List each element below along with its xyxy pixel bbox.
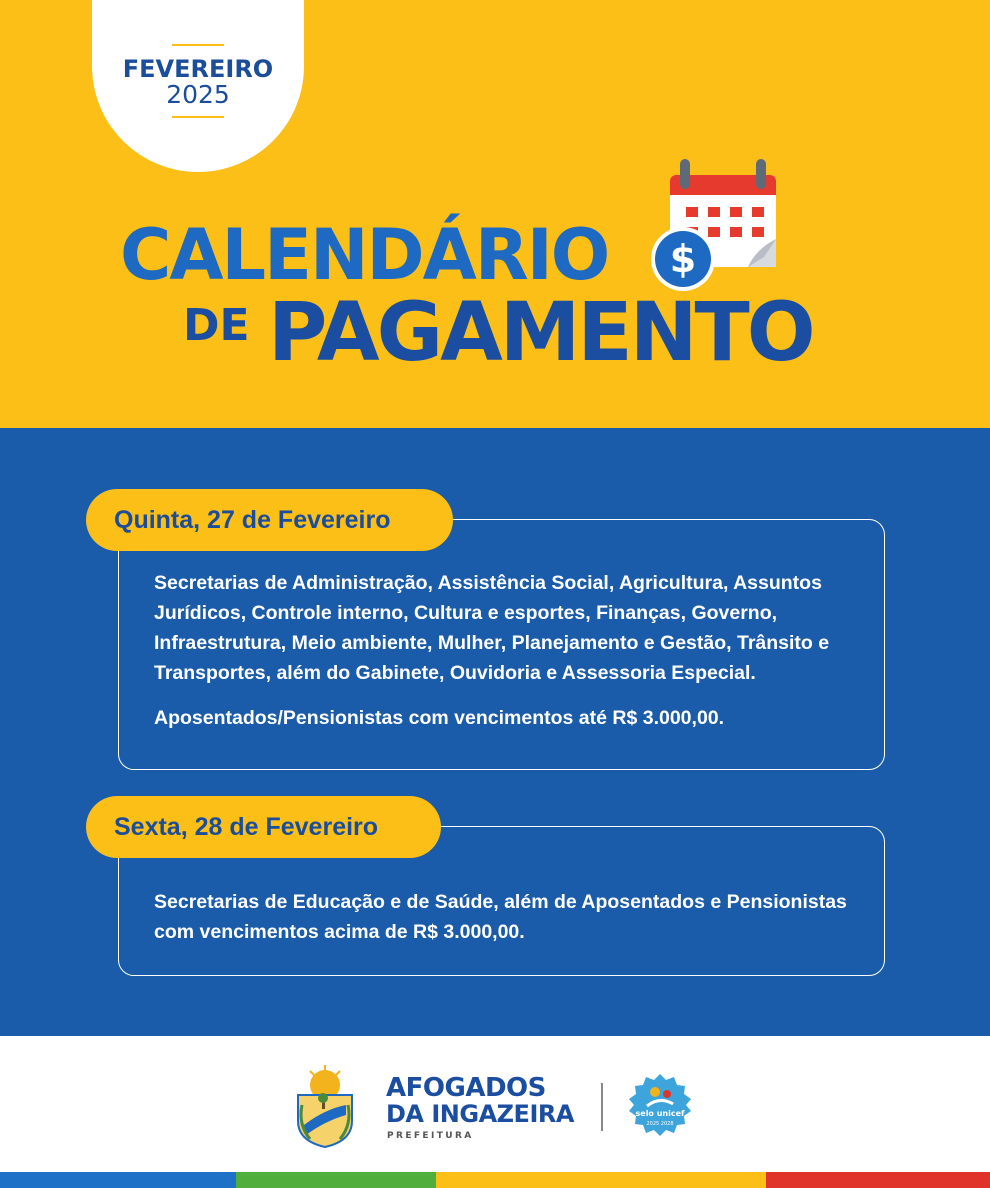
svg-text:$: $ — [669, 237, 697, 281]
title-pagamento: PAGAMENTO — [268, 286, 813, 380]
date-pill-2: Sexta, 28 de Fevereiro — [86, 796, 441, 858]
city-subtitle: PREFEITURA — [387, 1131, 474, 1141]
stripe-yellow — [436, 1172, 766, 1188]
footer-color-stripes — [0, 1172, 990, 1188]
schedule-text-2: Secretarias de Educação e de Saúde, além de Aposentados e Pensionistas com vencimentos acima de R$ 3.000,00. — [154, 891, 847, 943]
title-calendario: CALENDÁRIO — [120, 214, 609, 296]
header-banner — [0, 0, 990, 428]
seal-subtext: 2025 2028 — [646, 1121, 674, 1127]
footer-divider — [601, 1083, 603, 1131]
title-de: DE — [183, 300, 250, 351]
seal-text: selo unicef — [635, 1109, 685, 1118]
city-coat-of-arms-logo — [292, 1065, 358, 1149]
stripe-blue — [0, 1172, 236, 1188]
selo-unicef-seal — [627, 1072, 693, 1138]
city-name-line2: DA INGAZEIRA — [386, 1100, 574, 1128]
badge-divider-top — [172, 44, 224, 46]
city-name-line1: AFOGADOS — [386, 1073, 546, 1103]
schedule-text-1b: Aposentados/Pensionistas com vencimentos até R$ 3.000,00. — [154, 707, 725, 729]
dollar-coin-icon — [650, 226, 716, 292]
badge-month: FEVEREIRO — [122, 55, 274, 83]
stripe-red — [766, 1172, 990, 1188]
schedule-text-1a: Secretarias de Administração, Assistência Social, Agricultura, Assuntos Jurídicos, Controle interno, Cultura e esportes, Finanças, Governo, Infraestrutura, Meio ambiente, Mulher, Planejamento e Gestão, Trânsito e Transportes, além do Gabinete, Ouvidoria e Assessoria Especial. — [154, 572, 830, 684]
badge-divider-bottom — [172, 116, 224, 118]
date-pill-1: Quinta, 27 de Fevereiro — [86, 489, 453, 551]
stripe-green — [236, 1172, 436, 1188]
badge-year: 2025 — [166, 80, 230, 109]
